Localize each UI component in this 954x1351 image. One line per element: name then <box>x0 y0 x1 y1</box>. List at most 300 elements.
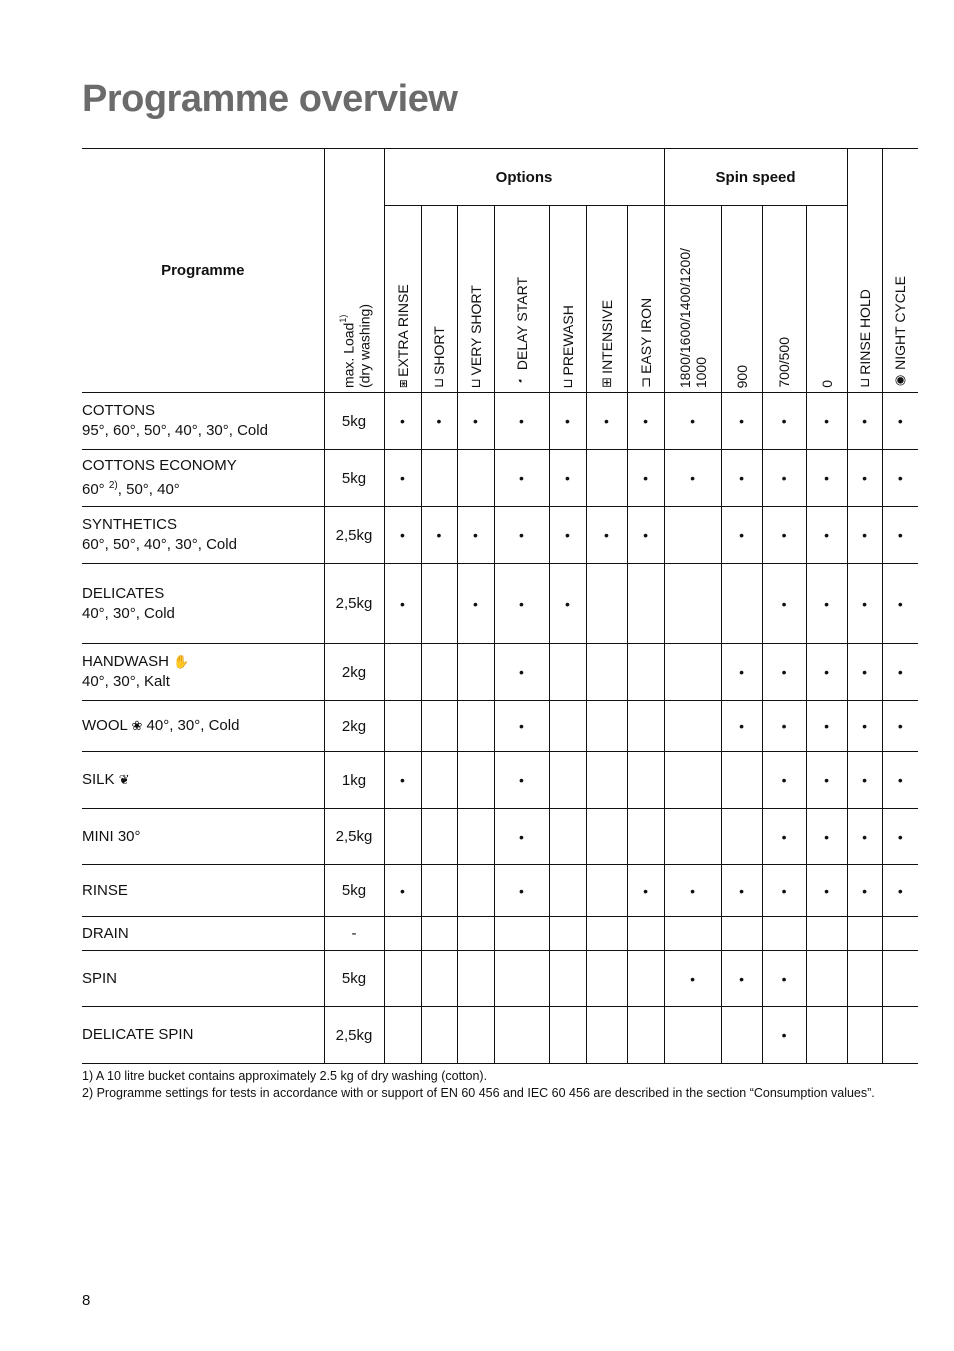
max-load-value: 5kg <box>324 865 384 917</box>
available-dot: • <box>519 413 524 429</box>
cell-rinse-hold <box>847 644 882 701</box>
cell-short <box>421 917 457 951</box>
cell-spin-700 <box>762 644 806 701</box>
cell-short <box>421 701 457 752</box>
cell-rinse-hold <box>847 564 882 644</box>
cell-spin-max <box>664 752 721 809</box>
available-dot: • <box>643 470 648 486</box>
table-row <box>82 752 918 809</box>
available-dot: • <box>690 413 695 429</box>
available-dot: • <box>519 828 524 845</box>
available-dot: • <box>739 413 744 429</box>
available-dot: • <box>781 1027 787 1043</box>
cell-extra-rinse <box>384 809 421 865</box>
available-dot: • <box>604 527 609 543</box>
max-load-value: 2kg <box>324 644 384 701</box>
available-dot: • <box>824 664 829 680</box>
cell-very-short <box>457 1007 494 1064</box>
available-dot: • <box>862 413 868 429</box>
cell-spin-900 <box>721 564 762 644</box>
cell-prewash <box>549 644 586 701</box>
cell-spin-700 <box>762 450 806 507</box>
column-header-delay-start <box>494 206 549 393</box>
programme-name: COTTONS ECONOMY 60° $^{2)}$, 50°, 40° <box>82 450 324 507</box>
programme-name: SILK ❦ <box>82 752 324 809</box>
available-dot: • <box>565 595 570 612</box>
cell-spin-700 <box>762 917 806 951</box>
available-dot: • <box>862 828 868 845</box>
cell-intensive <box>586 1007 627 1064</box>
table-row <box>82 917 918 951</box>
available-dot: • <box>519 664 524 680</box>
available-dot: • <box>690 470 695 486</box>
available-dot: • <box>862 718 868 734</box>
cell-extra-rinse <box>384 564 421 644</box>
available-dot: • <box>897 595 903 612</box>
available-dot: • <box>781 882 787 899</box>
column-label: 0 <box>818 380 835 388</box>
cell-very-short <box>457 450 494 507</box>
cell-rinse-hold <box>847 393 882 450</box>
cell-delay-start <box>494 701 549 752</box>
available-dot: • <box>781 527 787 543</box>
rinse-hold-header <box>847 149 882 393</box>
cell-short <box>421 809 457 865</box>
cell-short <box>421 951 457 1007</box>
prewash-icon: ⊔ <box>559 377 575 388</box>
cell-intensive <box>586 644 627 701</box>
cell-easy-iron <box>627 507 664 564</box>
cell-night-cycle <box>882 752 918 809</box>
cell-night-cycle <box>882 644 918 701</box>
cell-spin-max <box>664 865 721 917</box>
handwash-icon: ✋ <box>173 654 190 669</box>
rinse-hold-icon: ⊔ <box>856 377 872 388</box>
available-dot: • <box>897 413 903 429</box>
cell-short <box>421 450 457 507</box>
available-dot: • <box>400 527 405 543</box>
available-dot: • <box>739 882 744 899</box>
available-dot: • <box>824 828 829 845</box>
programme-name: DELICATES 40°, 30°, Cold <box>82 564 324 644</box>
cell-spin-700 <box>762 809 806 865</box>
cell-delay-start <box>494 644 549 701</box>
cell-night-cycle <box>882 951 918 1007</box>
available-dot: • <box>897 527 903 543</box>
available-dot: • <box>565 413 570 429</box>
available-dot: • <box>862 470 868 486</box>
cell-easy-iron <box>627 809 664 865</box>
footnote-2: 2) Programme settings for tests in accordance with or support of EN 60 456 and IEC 60 456 are described in the section “Consumption values”. <box>82 1086 875 1100</box>
cell-rinse-hold <box>847 507 882 564</box>
max-load-value: - <box>324 917 384 951</box>
very-short-icon: ⊔ <box>467 377 483 388</box>
cell-spin-700 <box>762 1007 806 1064</box>
spin-speed-header: Spin speed <box>664 149 847 206</box>
cell-intensive <box>586 450 627 507</box>
available-dot: • <box>690 882 695 899</box>
column-label: SHORT <box>431 326 447 375</box>
cell-night-cycle <box>882 701 918 752</box>
cell-spin-700 <box>762 507 806 564</box>
cell-spin-900 <box>721 951 762 1007</box>
cell-rinse-hold <box>847 917 882 951</box>
programme-name: COTTONS 95°, 60°, 50°, 40°, 30°, Cold <box>82 393 324 450</box>
column-header-spin-700 <box>762 206 806 393</box>
programme-table <box>82 148 918 1064</box>
column-label: NIGHT CYCLE <box>892 276 909 370</box>
cell-intensive <box>586 917 627 951</box>
cell-spin-700 <box>762 951 806 1007</box>
available-dot: • <box>436 413 442 429</box>
available-dot: • <box>897 828 903 845</box>
cell-extra-rinse <box>384 507 421 564</box>
cell-very-short <box>457 752 494 809</box>
cell-intensive <box>586 865 627 917</box>
programme-name: RINSE <box>82 865 324 917</box>
cell-spin-max <box>664 1007 721 1064</box>
available-dot: • <box>781 470 787 486</box>
cell-extra-rinse <box>384 393 421 450</box>
night-cycle-icon: ◉ <box>892 373 908 388</box>
cell-very-short <box>457 701 494 752</box>
programme-name: WOOL ❀ 40°, 30°, Cold <box>82 701 324 752</box>
cell-delay-start <box>494 752 549 809</box>
cell-rinse-hold <box>847 450 882 507</box>
available-dot: • <box>473 595 478 612</box>
silk-icon: ❦ <box>118 772 130 787</box>
available-dot: • <box>824 882 829 899</box>
cell-spin-0 <box>806 393 847 450</box>
max-load-header: max. Load$^{1)}$ (dry washing) <box>324 149 384 393</box>
cell-very-short <box>457 809 494 865</box>
cell-rinse-hold <box>847 1007 882 1064</box>
cell-very-short <box>457 951 494 1007</box>
cell-delay-start <box>494 917 549 951</box>
cell-delay-start <box>494 865 549 917</box>
available-dot: • <box>519 882 524 899</box>
cell-delay-start <box>494 507 549 564</box>
cell-night-cycle <box>882 865 918 917</box>
night-cycle-header <box>882 149 918 393</box>
programme-name: MINI 30° <box>82 809 324 865</box>
programme-name: DRAIN <box>82 917 324 951</box>
available-dot: • <box>897 882 903 899</box>
cell-spin-900 <box>721 865 762 917</box>
available-dot: • <box>565 527 570 543</box>
cell-spin-700 <box>762 564 806 644</box>
intensive-icon: ⊞ <box>598 377 614 388</box>
programme-name: SPIN <box>82 951 324 1007</box>
table-row <box>82 644 918 701</box>
cell-easy-iron <box>627 917 664 951</box>
column-label: INTENSIVE <box>598 300 615 375</box>
column-header-spin-900 <box>721 206 762 393</box>
cell-intensive <box>586 393 627 450</box>
cell-short <box>421 564 457 644</box>
available-dot: • <box>862 882 868 899</box>
column-header-extra-rinse <box>384 206 421 393</box>
cell-very-short <box>457 564 494 644</box>
cell-prewash <box>549 752 586 809</box>
table-row <box>82 564 918 644</box>
available-dot: • <box>739 664 744 680</box>
available-dot: • <box>643 882 648 899</box>
delay-start-icon: ◔ <box>513 373 529 388</box>
cell-spin-max <box>664 809 721 865</box>
cell-delay-start <box>494 809 549 865</box>
cell-short <box>421 393 457 450</box>
table-row <box>82 393 918 450</box>
cell-intensive <box>586 951 627 1007</box>
cell-night-cycle <box>882 450 918 507</box>
max-load-value: 2,5kg <box>324 564 384 644</box>
cell-rinse-hold <box>847 752 882 809</box>
cell-prewash <box>549 865 586 917</box>
column-header-short <box>421 206 457 393</box>
cell-spin-0 <box>806 917 847 951</box>
cell-spin-0 <box>806 752 847 809</box>
column-label: 900 <box>733 364 750 388</box>
cell-easy-iron <box>627 393 664 450</box>
max-load-value: 2,5kg <box>324 809 384 865</box>
cell-delay-start <box>494 450 549 507</box>
column-header-intensive <box>586 206 627 393</box>
available-dot: • <box>604 413 609 429</box>
cell-easy-iron <box>627 1007 664 1064</box>
cell-rinse-hold <box>847 951 882 1007</box>
column-header-spin-0 <box>806 206 847 393</box>
cell-spin-900 <box>721 809 762 865</box>
cell-extra-rinse <box>384 917 421 951</box>
available-dot: • <box>781 664 787 680</box>
cell-spin-0 <box>806 564 847 644</box>
cell-spin-700 <box>762 752 806 809</box>
table-row <box>82 701 918 752</box>
column-label: EXTRA RINSE <box>394 284 411 377</box>
available-dot: • <box>739 970 744 987</box>
cell-very-short <box>457 865 494 917</box>
cell-spin-max <box>664 951 721 1007</box>
table-row <box>82 450 918 507</box>
column-label: 1800/1600/1400/1200/ 1000 <box>676 247 709 388</box>
max-load-value: 2kg <box>324 701 384 752</box>
page-title: Programme overview <box>82 78 458 120</box>
available-dot: • <box>643 413 648 429</box>
available-dot: • <box>781 970 787 987</box>
available-dot: • <box>400 882 405 899</box>
cell-extra-rinse <box>384 701 421 752</box>
max-load-value: 2,5kg <box>324 507 384 564</box>
cell-intensive <box>586 809 627 865</box>
cell-easy-iron <box>627 951 664 1007</box>
cell-very-short <box>457 917 494 951</box>
available-dot: • <box>739 718 744 734</box>
cell-night-cycle <box>882 564 918 644</box>
table-row <box>82 865 918 917</box>
column-label: PREWASH <box>559 304 576 375</box>
cell-spin-700 <box>762 865 806 917</box>
programme-name: DELICATE SPIN <box>82 1007 324 1064</box>
programme-header: Programme <box>82 149 324 393</box>
cell-prewash <box>549 809 586 865</box>
cell-spin-900 <box>721 507 762 564</box>
cell-rinse-hold <box>847 865 882 917</box>
available-dot: • <box>824 772 829 788</box>
cell-delay-start <box>494 951 549 1007</box>
cell-short <box>421 752 457 809</box>
cell-spin-0 <box>806 644 847 701</box>
available-dot: • <box>824 527 829 543</box>
cell-delay-start <box>494 564 549 644</box>
column-header-easy-iron <box>627 206 664 393</box>
available-dot: • <box>400 772 405 788</box>
available-dot: • <box>519 470 524 486</box>
cell-spin-900 <box>721 917 762 951</box>
cell-easy-iron <box>627 644 664 701</box>
table-row <box>82 507 918 564</box>
available-dot: • <box>519 718 524 734</box>
cell-short <box>421 644 457 701</box>
available-dot: • <box>781 595 787 612</box>
column-header-spin-max <box>664 206 721 393</box>
cell-spin-0 <box>806 701 847 752</box>
cell-spin-900 <box>721 752 762 809</box>
cell-extra-rinse <box>384 450 421 507</box>
cell-spin-max <box>664 393 721 450</box>
cell-very-short <box>457 393 494 450</box>
cell-spin-0 <box>806 951 847 1007</box>
available-dot: • <box>400 595 405 612</box>
cell-spin-max <box>664 644 721 701</box>
available-dot: • <box>862 595 868 612</box>
max-load-value: 5kg <box>324 393 384 450</box>
cell-spin-0 <box>806 507 847 564</box>
available-dot: • <box>824 470 829 486</box>
available-dot: • <box>565 470 570 486</box>
cell-extra-rinse <box>384 951 421 1007</box>
available-dot: • <box>897 718 903 734</box>
available-dot: • <box>897 470 903 486</box>
cell-prewash <box>549 917 586 951</box>
cell-night-cycle <box>882 917 918 951</box>
available-dot: • <box>781 772 787 788</box>
available-dot: • <box>473 527 478 543</box>
max-load-value: 1kg <box>324 752 384 809</box>
cell-spin-700 <box>762 393 806 450</box>
cell-delay-start <box>494 1007 549 1064</box>
cell-prewash <box>549 701 586 752</box>
cell-night-cycle <box>882 507 918 564</box>
available-dot: • <box>739 527 744 543</box>
available-dot: • <box>436 527 442 543</box>
cell-spin-max <box>664 917 721 951</box>
cell-intensive <box>586 564 627 644</box>
cell-night-cycle <box>882 393 918 450</box>
cell-rinse-hold <box>847 701 882 752</box>
cell-spin-900 <box>721 644 762 701</box>
cell-short <box>421 1007 457 1064</box>
cell-prewash <box>549 564 586 644</box>
table-row <box>82 1007 918 1064</box>
column-label: DELAY START <box>513 276 530 370</box>
max-load-value: 5kg <box>324 951 384 1007</box>
available-dot: • <box>519 527 524 543</box>
available-dot: • <box>897 664 903 680</box>
cell-spin-900 <box>721 450 762 507</box>
cell-spin-900 <box>721 701 762 752</box>
wool-icon: ❀ <box>131 718 143 733</box>
available-dot: • <box>400 413 405 429</box>
cell-short <box>421 507 457 564</box>
programme-name: SYNTHETICS 60°, 50°, 40°, 30°, Cold <box>82 507 324 564</box>
cell-spin-0 <box>806 450 847 507</box>
cell-spin-max <box>664 450 721 507</box>
programme-name: HANDWASH ✋ 40°, 30°, Kalt <box>82 644 324 701</box>
cell-night-cycle <box>882 1007 918 1064</box>
available-dot: • <box>519 772 524 788</box>
cell-prewash <box>549 507 586 564</box>
cell-prewash <box>549 393 586 450</box>
available-dot: • <box>862 772 868 788</box>
column-label: RINSE HOLD <box>856 289 873 375</box>
cell-extra-rinse <box>384 752 421 809</box>
cell-spin-900 <box>721 393 762 450</box>
cell-prewash <box>549 450 586 507</box>
cell-intensive <box>586 701 627 752</box>
column-header-very-short <box>457 206 494 393</box>
cell-spin-700 <box>762 701 806 752</box>
cell-intensive <box>586 507 627 564</box>
cell-spin-max <box>664 701 721 752</box>
cell-extra-rinse <box>384 644 421 701</box>
options-header: Options <box>384 149 664 206</box>
cell-easy-iron <box>627 450 664 507</box>
cell-prewash <box>549 951 586 1007</box>
available-dot: • <box>897 772 903 788</box>
cell-short <box>421 865 457 917</box>
cell-prewash <box>549 1007 586 1064</box>
cell-extra-rinse <box>384 1007 421 1064</box>
extra-rinse-icon: ⧆ <box>394 379 410 388</box>
table-row <box>82 951 918 1007</box>
cell-spin-0 <box>806 809 847 865</box>
available-dot: • <box>824 595 829 612</box>
column-label: EASY IRON <box>637 298 654 375</box>
cell-intensive <box>586 752 627 809</box>
page-number: 8 <box>82 1292 91 1309</box>
cell-spin-max <box>664 564 721 644</box>
easy-iron-icon: ⊐ <box>637 377 653 388</box>
footnote-1: 1) A 10 litre bucket contains approximately 2.5 kg of dry washing (cotton). <box>82 1069 488 1083</box>
available-dot: • <box>400 470 405 486</box>
cell-spin-0 <box>806 865 847 917</box>
cell-extra-rinse <box>384 865 421 917</box>
cell-spin-max <box>664 507 721 564</box>
available-dot: • <box>781 718 787 734</box>
column-label: 700/500 <box>776 337 793 388</box>
cell-easy-iron <box>627 752 664 809</box>
cell-spin-900 <box>721 1007 762 1064</box>
available-dot: • <box>473 413 478 429</box>
cell-night-cycle <box>882 809 918 865</box>
available-dot: • <box>824 718 829 734</box>
cell-very-short <box>457 507 494 564</box>
available-dot: • <box>781 413 787 429</box>
max-load-value: 2,5kg <box>324 1007 384 1064</box>
column-header-prewash <box>549 206 586 393</box>
max-load-value: 5kg <box>324 450 384 507</box>
